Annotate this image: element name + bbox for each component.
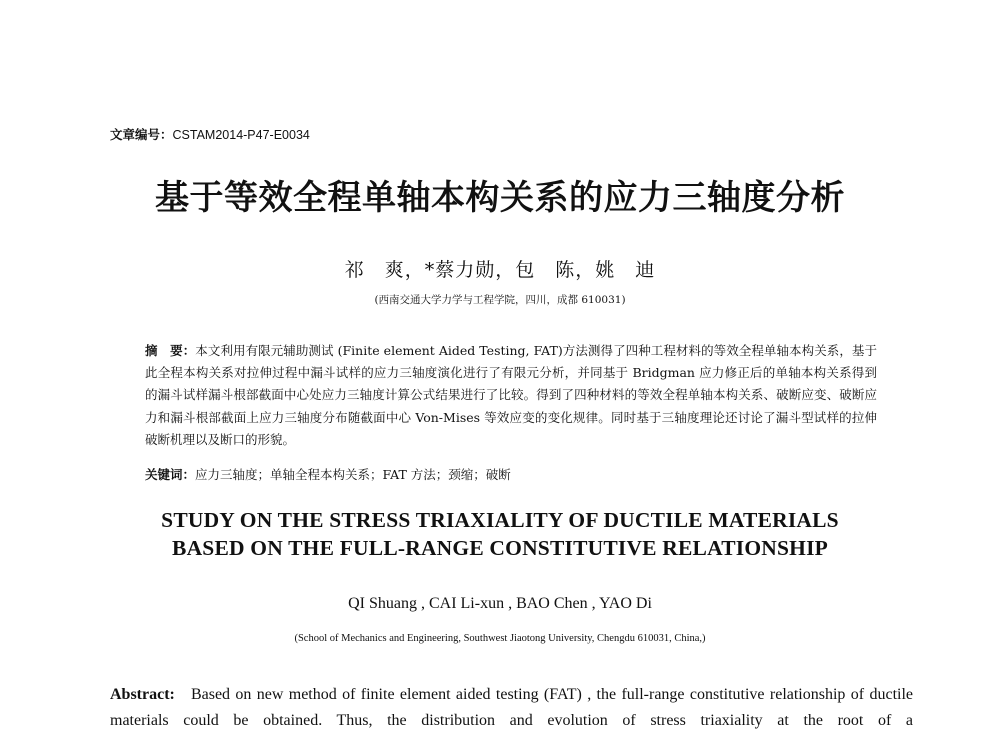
abstract-english [110,682,913,734]
page-title-english [0,506,1000,562]
affiliation-english: (School of Mechanics and Engineering, Southwest Jiaotong University, Chengdu 610031, China,) [294,633,706,644]
affiliation-chinese: (西南交通大学力学与工程学院，四川，成都 610031) [374,294,626,306]
keywords-chinese-label: 关键词： [145,467,196,482]
article-number [110,125,310,143]
page-title-chinese: 基于等效全程单轴本构关系的应力三轴度分析 [155,178,845,218]
keywords-chinese-text: 应力三轴度；单轴全程本构关系；FAT 方法；颈缩；破断 [195,467,511,482]
abstract-chinese [145,340,877,451]
authors-english: QI Shuang , CAI Li-xun , BAO Chen , YAO Di [348,595,652,612]
abstract-chinese-text: 本文利用有限元辅助测试 (Finite element Aided Testing, FAT)方法测得了四种工程材料的等效全程单轴本构关系，基于此全程本构关系对拉伸过程中漏斗试样的应力三轴度演化进行了有限元分析，并同基于 Bridgman 应力修正后的单轴本构关系得到的漏斗试样漏斗根部截面中心处应力三轴度计算公式结果进行了比较。得到了四种材料的等效全程单轴本构关系、破断应变、破断应力和漏斗根部截面上应力三轴度分布随截面中心 Von-Mises 等效应变的变化规律。同时基于三轴度理论还讨论了漏斗型试样的拉伸破断机理以及断口的形貌。 [145,343,877,447]
authors-chinese: 祁 爽，*蔡力勋，包 陈，姚 迪 [344,259,656,281]
article-number-value: CSTAM2014-P47-E0034 [172,128,310,142]
keywords-chinese [145,464,877,486]
title-english-line-1: STUDY ON THE STRESS TRIAXIALITY OF DUCTILE MATERIALS [161,508,839,532]
abstract-english-label: Abstract: [110,686,175,703]
abstract-english-text: Based on new method of finite element aided testing (FAT) , the full-range constitutive relationship of ductile materials could be obtained. Thus, the distribution and evolution of stress triaxiality at the root of a [110,686,914,729]
abstract-chinese-label: 摘 要： [145,343,196,358]
title-english-line-2: BASED ON THE FULL-RANGE CONSTITUTIVE RELATIONSHIP [172,536,828,560]
article-number-label: 文章编号： [110,127,173,142]
